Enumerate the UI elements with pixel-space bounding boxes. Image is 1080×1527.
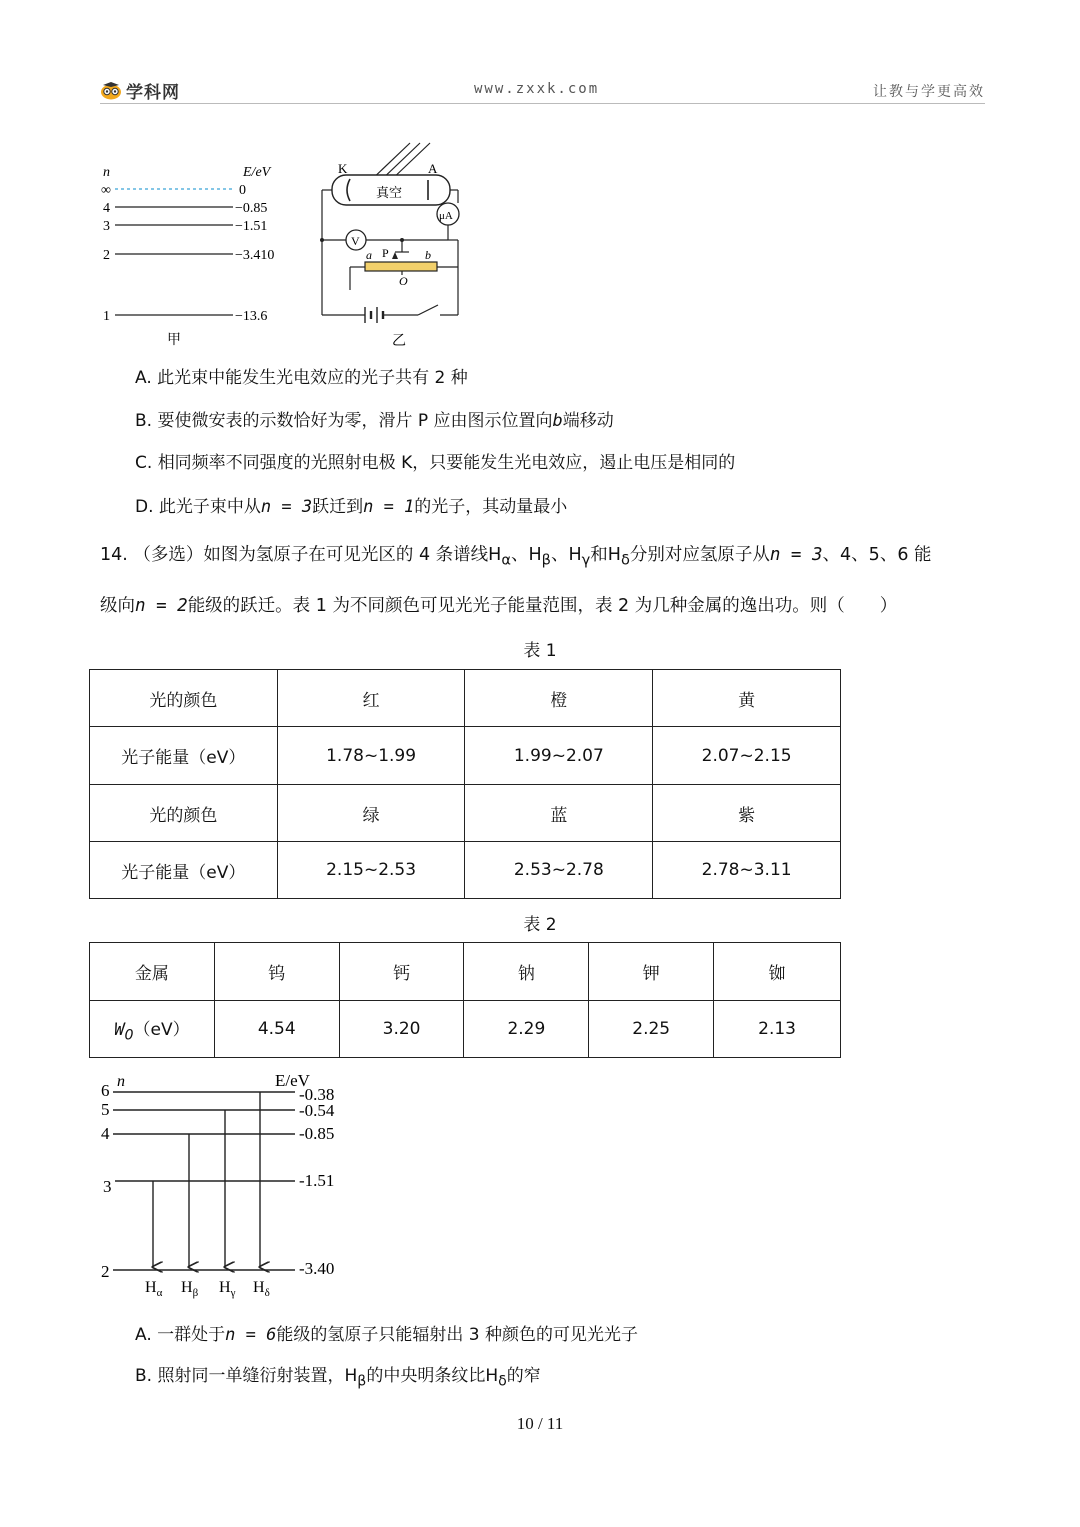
- e-axis-label: E/eV: [275, 1071, 310, 1090]
- e-axis-label: E/eV: [243, 165, 271, 180]
- label-b-small: b: [425, 248, 431, 262]
- q13-option-d[interactable]: D. 此光子束中从n = 3跃迁到n = 1的光子，其动量最小: [135, 497, 568, 517]
- n-axis-label: n: [103, 165, 110, 180]
- rheostat: [365, 262, 437, 271]
- level-n-2: 2: [103, 248, 110, 263]
- level-n-3: 3: [103, 1177, 112, 1196]
- label-a-small: a: [366, 248, 372, 262]
- level-e-2: -3.40: [299, 1259, 335, 1278]
- q14-stem-line2: 级向n = 2能级的跃迁。表 1 为不同颜色可见光光子能量范围，表 2 为几种金属的逸出功。则（ ）: [100, 596, 898, 616]
- level-n-2: 2: [101, 1262, 110, 1281]
- microammeter-label: μA: [439, 210, 453, 222]
- table2-caption: 表 2: [523, 915, 557, 935]
- voltmeter-label: V: [351, 234, 360, 248]
- label-vacuum: 真空: [376, 185, 403, 200]
- logo-text: 学科网: [126, 83, 180, 103]
- owl-logo-icon: [100, 82, 122, 100]
- table-row: 金属 钨 钙 钠 钾 铷: [90, 943, 841, 1001]
- table-row: 光的颜色 绿 蓝 紫: [90, 785, 841, 842]
- table2-work-function: [89, 942, 841, 1058]
- level-e-inf: 0: [239, 183, 246, 198]
- label-k: K: [338, 161, 348, 176]
- figure-caption-yi: 乙: [392, 334, 406, 349]
- level-e-5: -0.54: [299, 1101, 335, 1120]
- table-row: 光的颜色 红 橙 黄: [90, 670, 841, 727]
- logo: [100, 78, 180, 103]
- slider-p-arrow: [392, 252, 398, 259]
- table-row: $W_0(eV)$ 4.54 3.20 2.29 2.25 2.13: [90, 1001, 841, 1058]
- label-h-beta: $H_\beta$: [181, 1279, 199, 1299]
- site-url[interactable]: www.zxxk.com: [474, 81, 600, 97]
- question-number: 14.: [100, 545, 128, 565]
- switch: [418, 305, 438, 315]
- level-n-5: 5: [101, 1100, 110, 1119]
- figure-caption-jia: 甲: [167, 333, 181, 348]
- level-n-3: 3: [103, 219, 110, 234]
- energy-level-diagram-jia: [95, 160, 295, 350]
- level-e-6: -0.38: [299, 1085, 335, 1104]
- label-h-delta: $H_\delta$: [253, 1279, 270, 1299]
- slogan: 让教与学更高效: [873, 84, 985, 100]
- level-n-4: 4: [103, 201, 110, 216]
- level-e-4: -0.85: [299, 1124, 335, 1143]
- level-e-4: −0.85: [235, 201, 268, 216]
- q14-stem-line1: 14. （多选）如图为氢原子在可见光区的 4 条谱线$H_\alpha$、$H_\beta$、$H_\gamma$和$H_\delta$分别对应氢原子从n = 3、4、5、6 能: [100, 545, 932, 569]
- level-n-1: 1: [103, 309, 110, 324]
- q13-option-b[interactable]: B. 要使微安表的示数恰好为零，滑片 P 应由图示位置向b端移动: [135, 411, 614, 431]
- level-e-2: −3.410: [235, 248, 275, 263]
- label-h-alpha: $H_\alpha$: [145, 1279, 163, 1299]
- level-n-inf: ∞: [101, 183, 111, 198]
- photoelectric-circuit-diagram: [310, 135, 480, 350]
- q14-option-b[interactable]: B. 照射同一单缝衍射装置，$H_\beta$的中央明条纹比$H_\delta$的窄: [135, 1366, 541, 1390]
- page-number: 10 / 11: [516, 1414, 564, 1433]
- q14-option-a[interactable]: A. 一群处于n = 6能级的氢原子只能辐射出 3 种颜色的可见光光子: [135, 1325, 638, 1345]
- level-e-3: -1.51: [299, 1171, 335, 1190]
- table-row: 光子能量（eV） 2.15~2.53 2.53~2.78 2.78~3.11: [90, 842, 841, 899]
- label-o: O: [399, 274, 408, 288]
- label-p: P: [382, 246, 389, 260]
- q13-option-a[interactable]: A. 此光束中能发生光电效应的光子共有 2 种: [135, 368, 468, 388]
- label-a: A: [428, 161, 438, 176]
- hydrogen-transition-diagram: [95, 1068, 355, 1303]
- table-row: 光子能量（eV） 1.78~1.99 1.99~2.07 2.07~2.15: [90, 727, 841, 785]
- label-h-gamma: $H_\gamma$: [219, 1279, 236, 1299]
- table1-photon-energy: [89, 669, 841, 899]
- level-e-3: −1.51: [235, 219, 268, 234]
- page-header: [100, 78, 985, 104]
- q13-option-c[interactable]: C. 相同频率不同强度的光照射电极 K，只要能发生光电效应，遏止电压是相同的: [135, 453, 736, 473]
- n-axis-label: n: [117, 1073, 125, 1090]
- level-e-1: −13.6: [235, 309, 268, 324]
- level-n-6: 6: [101, 1081, 110, 1100]
- table1-caption: 表 1: [523, 641, 557, 661]
- level-n-4: 4: [101, 1124, 110, 1143]
